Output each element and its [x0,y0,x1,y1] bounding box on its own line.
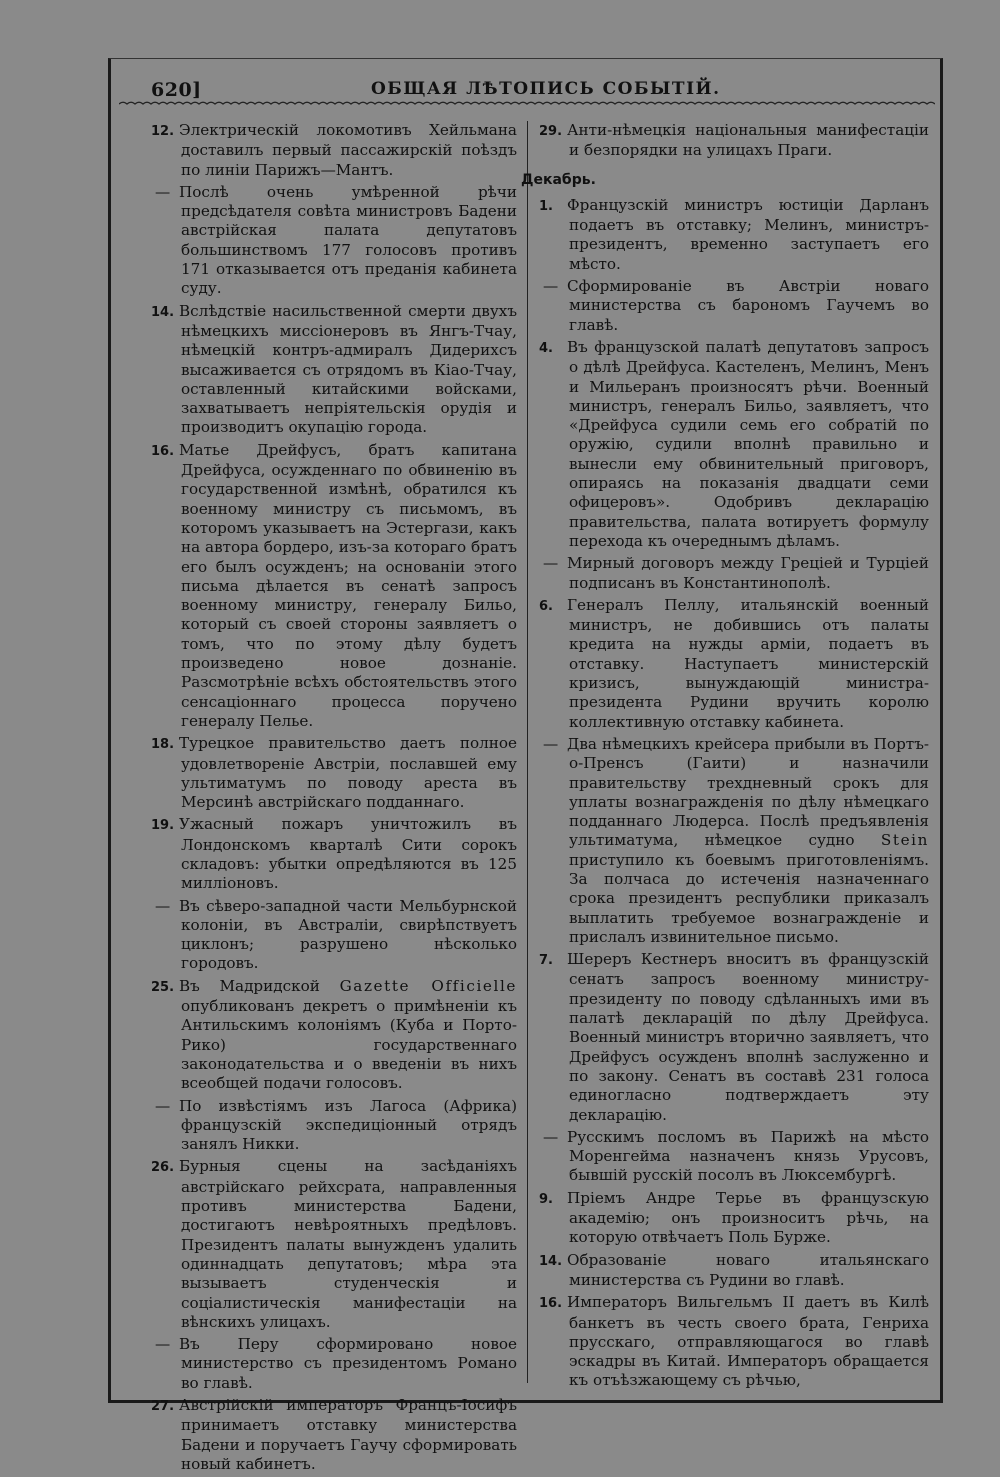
entry-text: Ужасный пожаръ уничтожилъ въ Лондонскомъ кварталѣ Сити сорокъ складовъ: убытки опредѣляются въ 125 миллiоновъ. [179,815,517,893]
entry-text-lead: Два нѣмецкихъ крейсера прибыли въ Портъ-о-Пренсъ (Гаити) и назначили правительству трехдневный срокъ для уплаты вознагражденiя по дѣлу нѣмецкаго подданнаго Людерса. Послѣ предъявленiя ультиматума, нѣмецкое судно [567,734,929,850]
chronicle-entry [539,196,929,274]
chronicle-entry [151,441,517,731]
entry-date: 29. [539,124,563,139]
page-number: 620] [151,79,202,101]
entry-text: приступило къ боевымъ приготовленiямъ. За полчаса до истеченiя назначеннаго срока президентъ республики приказалъ выплатить требуемое вознагражденiе и прислалъ извинительное письмо. [569,850,929,946]
entry-text: Прiемъ Андре Терье въ французскую академiю; онъ произноситъ рѣчь, на которую отвѣчаетъ Поль Бурже. [567,1188,929,1247]
entry-text: Генералъ Пеллу, итальянскiй военный министръ, не добившись отъ палаты кредита на нужды армiи, подаетъ въ отставку. Наступаетъ министерскiй кризисъ, вынуждающiй министра-президента Рудини вручить королю коллективную отставку кабинета. [567,595,929,731]
entry-date: 12. [151,124,175,139]
chronicle-entry [151,815,517,893]
entry-date: 16. [539,1296,563,1312]
chronicle-entry [539,121,929,161]
chronicle-entry [539,735,929,947]
entry-dash: — [155,1096,171,1115]
chronicle-entry [539,1189,929,1248]
chronicle-entry [539,554,929,593]
entry-date: 14. [151,304,175,320]
entry-spaced-title: Gazette Officielle [339,976,517,995]
entry-dash: — [543,734,559,753]
entry-date: 18. [151,737,175,753]
entry-date: 27. [151,1399,175,1414]
chronicle-entry [151,1097,517,1155]
entry-text: Въ Перу сформировано новое министерство съ президентомъ Романо во главѣ. [179,1335,517,1392]
entry-text: По извѣстiямъ изъ Лагоса (Африка) французскiй экспедицiонный отрядъ занялъ Никки. [179,1096,517,1154]
entry-date: 14. [539,1253,563,1269]
entry-text: Образованiе новаго итальянскаго министерства съ Рудини во главѣ. [567,1250,929,1289]
book-page [108,58,943,1473]
chronicle-entry [539,1293,929,1390]
entry-text: Императоръ Вильгельмъ II даетъ въ Килѣ банкетъ въ честь своего брата, Генриха прусскаго, отправляющагося во главѣ эскадры въ Китай. Императоръ обращается къ отъѣзжающему съ рѣчью, [567,1293,929,1390]
entry-text: Шереръ Кестнеръ вноситъ въ французскiй сенатъ запросъ военному министру-президенту по поводу сдѣланныхъ ими въ палатѣ декларацiй по дѣлу Дрейфуса. Военный министръ вторично заявляетъ, что Дрейфусъ осужденъ вполнѣ заслуженно и по закону. Сенатъ въ составѣ 231 голоса единогласно подтверждаетъ эту декларацiю. [567,950,929,1124]
chronicle-entry [151,183,517,299]
entry-date: 7. [539,953,553,969]
entry-dash: — [543,1127,559,1146]
chronicle-entry [539,338,929,551]
entry-date: 4. [539,340,553,356]
chronicle-entry [539,1128,929,1186]
chronicle-entry [151,121,517,180]
entry-text: Русскимъ посломъ въ Парижѣ на мѣсто Моренгейма назначенъ князь Урусовъ, бывшiй русскiй посолъ въ Люксембургѣ. [567,1127,929,1185]
chronicle-entry [539,277,929,335]
entry-dash: — [543,554,559,573]
chronicle-entry [151,734,517,812]
entry-date: 9. [539,1191,553,1207]
chronicle-entry [151,302,517,438]
chronicle-entry [539,596,929,732]
chronicle-entry [151,897,517,974]
entry-text-lead: Въ Мадридской [179,976,340,995]
entry-text: Электрическiй локомотивъ Хейльмана доставилъ первый пассажирскiй поѣздъ по линiи Парижъ—Мантъ. [179,121,517,179]
chronicle-entry [151,977,517,1094]
entry-date: 16. [151,443,175,459]
entry-text: Матье Дрейфусъ, братъ капитана Дрейфуса, осужденнаго по обвиненiю въ государственной измѣнѣ, обратился къ военному министру съ письмомъ, въ которомъ указываетъ на Эстергази, какъ на автора бордеро, изъ-за котораго братъ его былъ осужденъ; на основанiи этого письма дѣлается въ сенатѣ запросъ военному министру, генералу Бильо, который съ своей стороны заявляетъ о томъ, что по этому дѣлу будетъ произведено новое дознанiе. Разсмотрѣнiе всѣхъ обстоятельствъ этого сенсацiоннаго процесса поручено генералу Пелье. [179,440,517,730]
chronicle-entry [151,1335,517,1393]
entry-text: Турецкое правительство даетъ полное удовлетворенiе Австрiи, пославшей ему ультиматумъ по поводу ареста въ Мерсинѣ австрiйскаго подданнаго. [179,734,517,812]
entry-date: 19. [151,818,175,834]
chronicle-entry [539,950,929,1125]
entry-text: Мирный договоръ между Грецiей и Турцiей подписанъ въ Константинополѣ. [567,554,929,592]
entry-text: Бурныя сцены на засѣданiяхъ австрiйскаго рейхсрата, направленныя противъ министерства Бадени, достигаютъ невѣроятныхъ предѣловъ. Президентъ палаты вынужденъ удалить одиннадцать депутатовъ; мѣра эта вызываетъ студенческiя и соцiалистическiя манифестацiи на вѣнскихъ улицахъ. [179,1157,517,1331]
running-title: ОБЩАЯ ЛѢТОПИСЬ СОБЫТIЙ. [371,79,721,99]
wavy-rule [119,100,935,108]
chronicle-entry [539,1251,929,1291]
right-column [521,121,929,1394]
entry-date: 26. [151,1160,175,1176]
entry-text: Вслѣдствiе насильственной смерти двухъ нѣмецкихъ миссiонеровъ въ Янгъ-Тчау, нѣмецкiй контръ-адмиралъ Дидерихсъ высаживается съ отрядомъ въ Кiао-Тчау, оставленный китайскими войсками, захватываетъ непрiятельскiя орудiя и производитъ окупацiю города. [179,301,517,437]
entry-date: 6. [539,598,553,614]
month-heading: Декабрь. [521,171,596,188]
column-divider [527,121,528,1383]
entry-text: Послѣ очень умѣренной рѣчи предсѣдателя совѣта министровъ Бадени австрiйская палата депутатовъ большинствомъ 177 голосовъ противъ 171 отказывается отъ преданiя кабинета суду. [179,182,517,298]
chronicle-entry [151,1396,517,1474]
entry-dash: — [543,277,559,296]
entry-spaced-title: Stein [880,831,929,850]
entry-dash: — [155,896,171,915]
entry-text: Анти-нѣмецкiя нацiональныя манифестацiи и безпорядки на улицахъ Праги. [567,121,929,160]
entry-text: Австрiйскiй императоръ Францъ-Iосифъ принимаетъ отставку министерства Бадени и поручаетъ Гаучу сформировать новый кабинетъ. [179,1396,517,1473]
entry-text: Французскiй министръ юстицiи Дарланъ подаетъ въ отставку; Мелинъ, министръ-президентъ, временно заступаетъ его мѣсто. [567,195,929,273]
entry-date: 1. [539,198,553,214]
entry-text: опубликованъ декретъ о примѣненiи къ Антильскимъ колонiямъ (Куба и Порто-Рико) государственнаго законодательства и о введенiи въ нихъ всеобщей подачи голосовъ. [181,997,517,1093]
entry-text: Въ сѣверо-западной части Мельбурнской колонiи, въ Австралiи, свирѣпствуетъ циклонъ; разрушено нѣсколько городовъ. [179,896,517,973]
entry-text: Въ французской палатѣ депутатовъ запросъ о дѣлѣ Дрейфуса. Кастеленъ, Мелинъ, Менъ и Мильеранъ произносятъ рѣчи. Военный министръ, генералъ Бильо, заявляетъ, что «Дрейфуса судили семь его собратiй по оружiю, судили вполнѣ правильно и вынесли ему обвинительный приговоръ, опираясь на показанiя двадцати семи офицеровъ». Одобривъ декларацiю правительства, палата вотируетъ формулу перехода къ очереднымъ дѣламъ. [567,337,929,550]
entry-text: Сформированiе въ Австрiи новаго министерства съ барономъ Гаучемъ во главѣ. [567,277,929,334]
entry-dash: — [155,1335,171,1354]
entry-dash: — [155,182,171,201]
entry-date: 25. [151,979,175,995]
left-column [151,121,517,1477]
chronicle-entry [151,1157,517,1332]
